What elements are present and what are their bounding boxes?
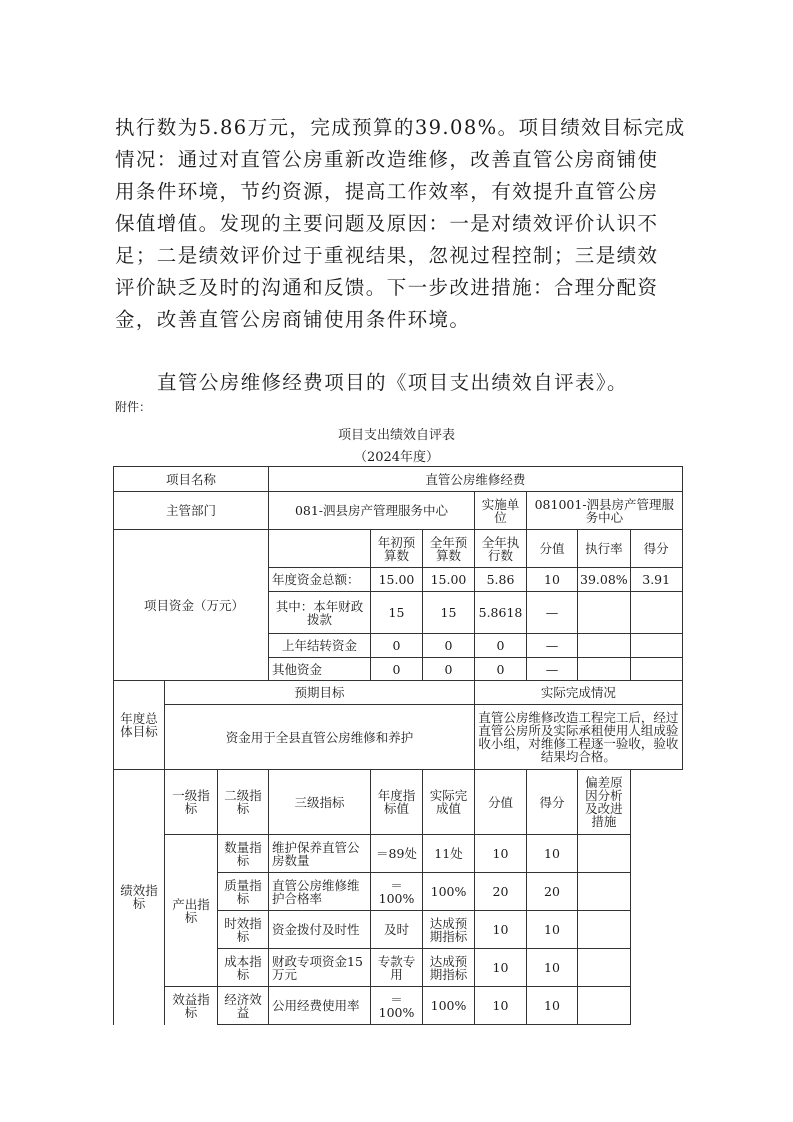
funds-row-name: 其中：本年财政拨款 bbox=[269, 592, 371, 634]
indicator-score-value: 10 bbox=[475, 987, 527, 1025]
indicator-l3: 财政专项资金15万元 bbox=[269, 949, 371, 987]
expected-goal-header: 预期目标 bbox=[165, 681, 475, 705]
funds-rate bbox=[578, 658, 631, 681]
goals-row bbox=[114, 705, 683, 770]
funds-score: 3.91 bbox=[630, 568, 682, 592]
indicator-score: 10 bbox=[527, 911, 578, 949]
department-label: 主管部门 bbox=[114, 492, 269, 530]
indicator-l2: 数量指标 bbox=[218, 835, 269, 873]
indicator-l3: 公用经费使用率 bbox=[269, 987, 371, 1025]
funds-header: 得分 bbox=[630, 530, 682, 568]
goals-header-row bbox=[114, 681, 683, 705]
funds-score-value: 10 bbox=[527, 568, 578, 592]
reference-line: 直管公房维修经费项目的《项目支出绩效自评表》。 bbox=[157, 371, 628, 394]
funds-rate: 39.08% bbox=[578, 568, 631, 592]
indicator-actual: 100% bbox=[423, 873, 475, 911]
funds-score bbox=[630, 634, 682, 658]
indicator-l2: 成本指标 bbox=[218, 949, 269, 987]
funds-score-value: — bbox=[527, 658, 578, 681]
indicator-note bbox=[578, 987, 631, 1025]
project-name-label: 项目名称 bbox=[114, 467, 269, 492]
indicator-header: 偏差原因分析及改进措施 bbox=[578, 770, 631, 835]
funds-header-row bbox=[114, 530, 683, 568]
funds-initial: 0 bbox=[371, 634, 423, 658]
funds-initial: 15.00 bbox=[371, 568, 423, 592]
department-value: 081-泗县房产管理服务中心 bbox=[269, 492, 475, 530]
implementing-unit-label: 实施单位 bbox=[475, 492, 527, 530]
indicator-note bbox=[578, 949, 631, 987]
funds-annual: 15.00 bbox=[423, 568, 475, 592]
funds-score-value: — bbox=[527, 592, 578, 634]
indicator-target: 专款专用 bbox=[371, 949, 423, 987]
indicator-l3: 资金拨付及时性 bbox=[269, 911, 371, 949]
indicator-l3: 维护保养直管公房数量 bbox=[269, 835, 371, 873]
actual-goal-header: 实际完成情况 bbox=[475, 681, 683, 705]
indicator-l3: 直管公房维修维护合格率 bbox=[269, 873, 371, 911]
indicator-header: 得分 bbox=[527, 770, 578, 835]
funds-executed: 5.86 bbox=[475, 568, 527, 592]
indicator-l2: 时效指标 bbox=[218, 911, 269, 949]
indicator-actual: 100% bbox=[423, 987, 475, 1025]
indicator-score: 20 bbox=[527, 873, 578, 911]
indicator-target: ＝89处 bbox=[371, 835, 423, 873]
indicator-actual: 11处 bbox=[423, 835, 475, 873]
indicator-score-value: 10 bbox=[475, 835, 527, 873]
funds-annual: 15 bbox=[423, 592, 475, 634]
funds-executed: 0 bbox=[475, 658, 527, 681]
project-name-value: 直管公房维修经费 bbox=[269, 467, 683, 492]
indicator-header: 三级指标 bbox=[269, 770, 371, 835]
funds-score-value: — bbox=[527, 634, 578, 658]
indicators-header-row bbox=[114, 770, 683, 835]
indicator-score-value: 20 bbox=[475, 873, 527, 911]
expected-goal: 资金用于全县直管公房维修和养护 bbox=[165, 705, 475, 770]
funds-executed: 5.8618 bbox=[475, 592, 527, 634]
body-line: 金，改善直管公房商铺使用条件环境。 bbox=[115, 308, 471, 331]
body-paragraph bbox=[115, 112, 685, 336]
funds-header: 年初预算数 bbox=[371, 530, 423, 568]
funds-rate bbox=[578, 634, 631, 658]
indicator-score-value: 10 bbox=[475, 949, 527, 987]
form-title: 项目支出绩效自评表 bbox=[337, 428, 455, 443]
goals-label: 年度总体目标 bbox=[114, 681, 165, 770]
funds-annual: 0 bbox=[423, 634, 475, 658]
indicator-header: 年度指标值 bbox=[371, 770, 423, 835]
indicator-score: 10 bbox=[527, 987, 578, 1025]
body-line: 情况：通过对直管公房重新改造维修，改善直管公房商铺使 bbox=[115, 148, 659, 171]
funds-score bbox=[630, 658, 682, 681]
funds-row-name: 年度资金总额： bbox=[269, 568, 371, 592]
indicator-score-value: 10 bbox=[475, 911, 527, 949]
department-row bbox=[114, 492, 683, 530]
indicator-header: 实际完成值 bbox=[423, 770, 475, 835]
funds-row-name: 其他资金 bbox=[269, 658, 371, 681]
funds-header: 全年执行数 bbox=[475, 530, 527, 568]
indicator-actual: 达成预期指标 bbox=[423, 911, 475, 949]
indicator-score: 10 bbox=[527, 835, 578, 873]
funds-row-name: 上年结转资金 bbox=[269, 634, 371, 658]
indicator-row bbox=[114, 987, 683, 1025]
implementing-unit-value: 081001-泗县房产管理服务中心 bbox=[527, 492, 683, 530]
project-name-row bbox=[114, 467, 683, 492]
funds-score bbox=[630, 592, 682, 634]
indicator-header: 一级指标 bbox=[165, 770, 218, 835]
body-line: 执行数为5.86万元，完成预算的39.08%。项目绩效目标完成 bbox=[115, 116, 686, 139]
funds-blank-header bbox=[269, 530, 371, 568]
self-evaluation-table bbox=[113, 466, 683, 1025]
indicators-label: 绩效指标 bbox=[114, 770, 165, 1025]
indicator-score: 10 bbox=[527, 949, 578, 987]
body-line: 评价缺乏及时的沟通和反馈。下一步改进措施：合理分配资 bbox=[115, 276, 659, 299]
attachment-label: 附件： bbox=[115, 400, 152, 414]
indicator-row bbox=[114, 835, 683, 873]
funds-initial: 0 bbox=[371, 658, 423, 681]
indicator-target: ＝100% bbox=[371, 873, 423, 911]
funds-header: 分值 bbox=[527, 530, 578, 568]
indicator-header: 分值 bbox=[475, 770, 527, 835]
funds-header: 全年预算数 bbox=[423, 530, 475, 568]
funds-annual: 0 bbox=[423, 658, 475, 681]
indicator-note bbox=[578, 835, 631, 873]
indicator-header: 二级指标 bbox=[218, 770, 269, 835]
funds-rate bbox=[578, 592, 631, 634]
indicator-note bbox=[578, 873, 631, 911]
funds-header: 执行率 bbox=[578, 530, 631, 568]
funds-initial: 15 bbox=[371, 592, 423, 634]
form-year: （2024年度） bbox=[353, 450, 440, 465]
funds-label: 项目资金（万元） bbox=[114, 530, 269, 681]
indicator-l2: 质量指标 bbox=[218, 873, 269, 911]
indicator-target: 及时 bbox=[371, 911, 423, 949]
indicator-actual: 达成预期指标 bbox=[423, 949, 475, 987]
body-line: 足；二是绩效评价过于重视结果，忽视过程控制；三是绩效 bbox=[115, 244, 659, 267]
indicator-target: ＝100% bbox=[371, 987, 423, 1025]
actual-goal: 直管公房维修改造工程完工后，经过直管公房所及实际承租使用人组成验收小组，对维修工程逐一验收，验收结果均合格。 bbox=[475, 705, 683, 770]
level1-benefit: 效益指标 bbox=[165, 987, 218, 1025]
indicator-note bbox=[578, 911, 631, 949]
indicator-l2: 经济效益 bbox=[218, 987, 269, 1025]
level1-output: 产出指标 bbox=[165, 835, 218, 987]
body-line: 保值增值。发现的主要问题及原因：一是对绩效评价认识不 bbox=[115, 212, 659, 235]
funds-executed: 0 bbox=[475, 634, 527, 658]
body-line: 用条件环境，节约资源，提高工作效率，有效提升直管公房 bbox=[115, 180, 659, 203]
